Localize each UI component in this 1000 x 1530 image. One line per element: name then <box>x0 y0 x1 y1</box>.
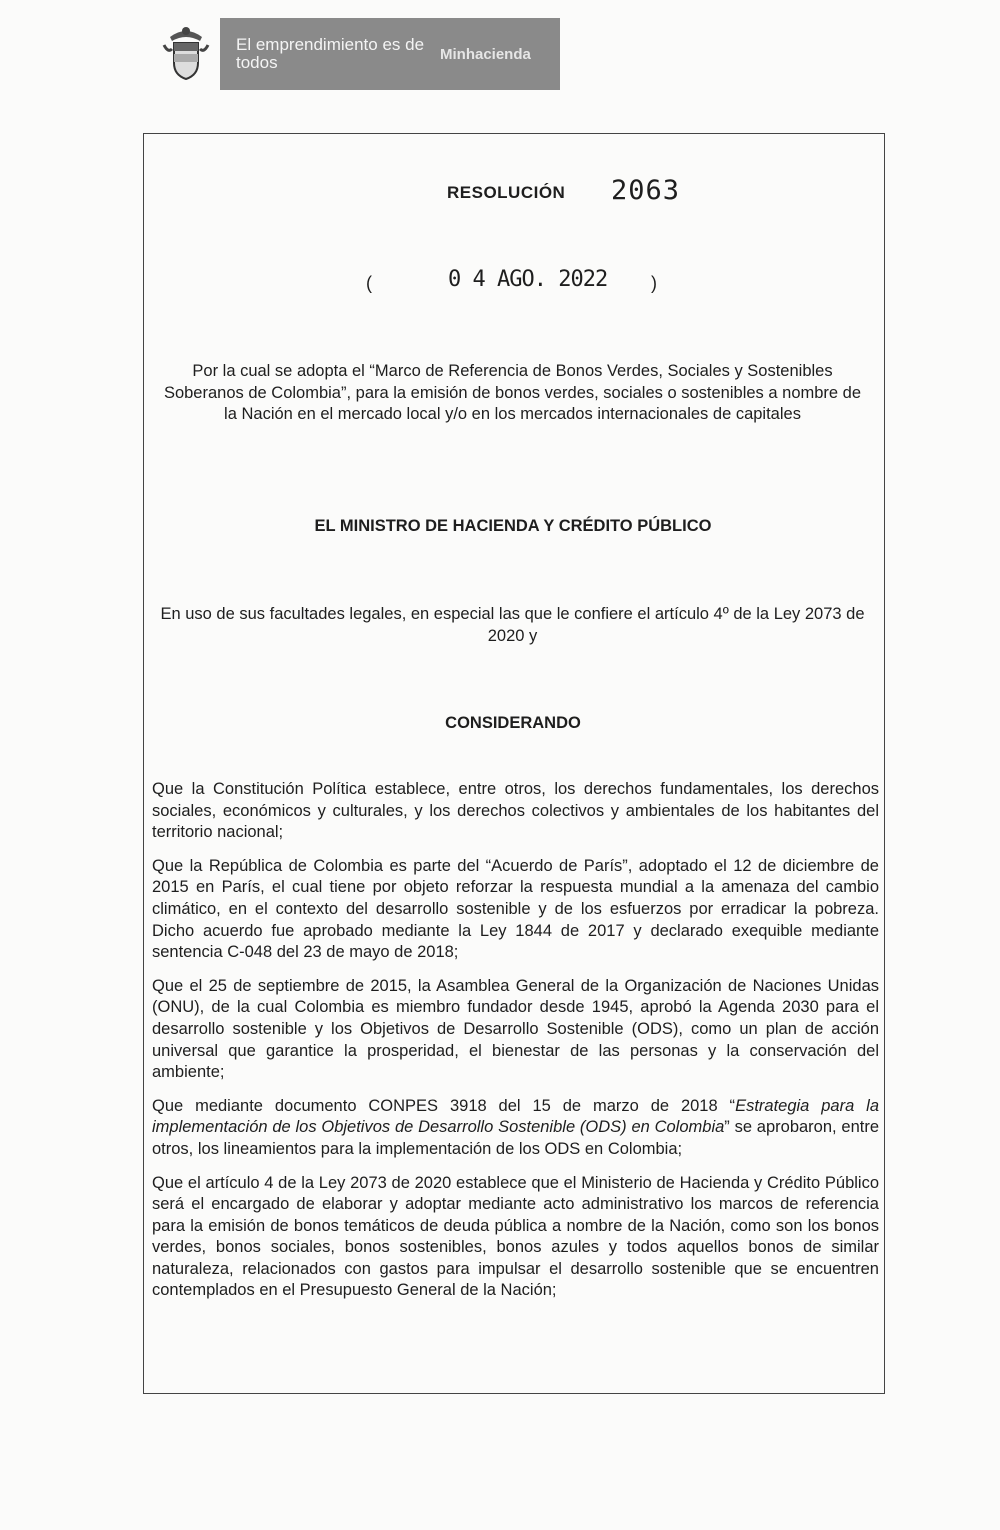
ministry-brand: Minhacienda <box>440 45 531 63</box>
slogan: El emprendimiento es de todos <box>236 35 425 72</box>
paren-open: ( <box>366 273 372 293</box>
letterhead <box>160 18 560 90</box>
resolution-label: RESOLUCIÓN <box>447 183 566 202</box>
consideration-paragraph: Que el 25 de septiembre de 2015, la Asamblea General de la Organización de Naciones Unidas (ONU), de la cual Colombia es miembro fundador desde 1945, aprobó la Agenda 2030 para el desarrollo sostenible y los Objetivos de Desarrollo Sostenible (ODS), como un plan de acción universal que garantice la prosperidad, el bienestar de las personas y la conservación del ambiente; <box>152 976 879 1082</box>
considering-heading: CONSIDERANDO <box>445 714 581 732</box>
resolution-summary: Por la cual se adopta el “Marco de Referencia de Bonos Verdes, Sociales y Sostenibles Soberanos de Colombia”, para la emisión de bonos verdes, sociales o sostenibles a nombre de la Nación en el mercado local y/o en los mercados internacionales de capitales <box>163 362 862 423</box>
resolution-date-row <box>0 265 1000 299</box>
consideration-paragraph: Que el artículo 4 de la Ley 2073 de 2020 establece que el Ministerio de Hacienda y Crédito Público será el encargado de elaborar y adoptar mediante acto administrativo los marcos de referencia para la emisión de bonos temáticos de deuda pública a nombre de la Nación, como son los bonos verdes, bonos sociales, bonos sostenibles, bonos azules y todos aquellos bonos de similar naturaleza, relacionados con gastos para impulsar el desarrollo sostenible que se encuentren contemplados en el Presupuesto General de la Nación; <box>152 1173 879 1300</box>
paragraph-text: ” se aprobaron, entre otros, los lineamientos para la implementación de los ODS en Colombia; <box>152 1118 880 1158</box>
resolution-title <box>0 175 1000 215</box>
header-banner <box>220 18 560 90</box>
consideration-paragraph: Que la Constitución Política establece, entre otros, los derechos fundamentales, los derechos sociales, económicos y culturales, y los derechos colectivos y ambientales de los habitantes del territorio nacional; <box>152 780 879 842</box>
considerations <box>152 779 879 1314</box>
consideration-paragraph <box>152 1096 879 1161</box>
consideration-paragraph: Que la República de Colombia es parte del “Acuerdo de París”, adoptado el 12 de diciembre de 2015 en París, el cual tiene por objeto reforzar la respuesta mundial a la amenaza del cambio climático, en el contexto del desarrollo sostenible y de los esfuerzos por erradicar la pobreza. Dicho acuerdo fue aprobado mediante la Ley 1844 de 2017 y declarado exequible mediante sentencia C-048 del 23 de mayo de 2018; <box>152 856 879 962</box>
paren-close: ) <box>651 273 657 293</box>
resolution-number: 2063 <box>611 175 681 206</box>
coat-of-arms-icon <box>160 23 212 85</box>
document-title: Estrategia para la implementación de los Objetivos de Desarrollo Sostenible (ODS) en Colombia <box>152 1096 880 1137</box>
legal-basis: En uso de sus facultades legales, en especial las que le confiere el artículo 4º de la Ley 2073 de 2020 y <box>160 605 865 645</box>
resolution-date: 0 4 AGO. 2022 <box>448 267 608 292</box>
minister-heading: EL MINISTRO DE HACIENDA Y CRÉDITO PÚBLICO <box>314 517 712 535</box>
paragraph-text: Que mediante documento CONPES 3918 del 15 de marzo de 2018 “ <box>152 1096 736 1115</box>
